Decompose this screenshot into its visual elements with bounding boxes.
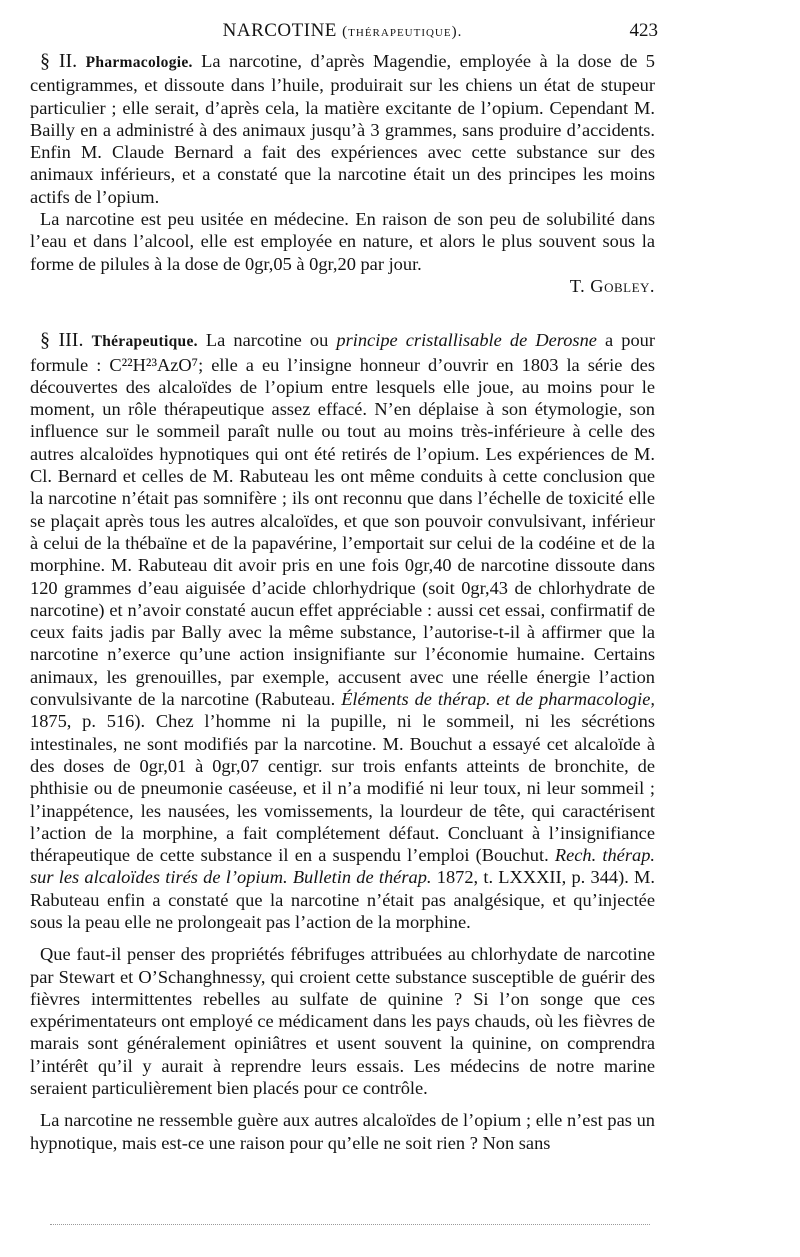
section-3-text-1: ; elle a eu l’insigne honneur d’ouvrir en 1803 la série des découvertes des alcaloïdes de l’opium entre lesquels elle joue, au moins pour le moment, un rôle thérapeutique assez effacé. N’en déplaise à son étymologie, son influence sur le sommeil paraît nulle ou tout au moins très-inférieure à celle des autres alcaloïdes hypnotiques qui ont été retirés de l’opium. Les expériences de M. Cl. Bernard et celles de M. Rabuteau les ont même conduits à cette conclusion que la narcotine n’était pas somnifère ; ils ont reconnu que dans l’échelle de toxicité elle se plaçait après tous les autres alcaloïdes, et que son pouvoir convulsivant, inférieur à celui de la thébaïne et de la papavérine, l’emportait sur celui de la codéine et de la morphine. M. Rabuteau dit avoir pris en une fois 0gr,40 de narcotine dissoute dans 120 grammes d’eau aiguisée d’acide chlorhydrique (soit 0gr,43 de chlorhydrate de narcotine) et n’avoir constaté aucun effet appréciable : aussi cet essai, confirmatif de ceux faits jadis par Bally avec la même substance, l’autorise-t-il à affirmer que la narcotine n’exerce qu’une action insignifiante sur l’économie humaine. Certains animaux, les grenouilles, par exemple, accusent avec une réelle énergie l’action convulsivante de la narcotine (Rabuteau. [30,354,655,710]
signature-line [30,275,655,297]
section-3-text-2: Que faut-il penser des propriétés fébrifuges attribuées au chlorhydate de narcotine par Stewart et O’Schanghnessy, qui croient cette substance susceptible de guérir des fièvres intermittentes rebelles au sulfate de quinine ? Si l’on songe que ces expérimentateurs ont employé ce médicament dans les pays chauds, où les fièvres de marais sont généralement opiniâtres et usent souvent la quinine, on comprendra l’intérêt qu’il y aurait à reprendre leurs essais. Les médecins de notre marine seraient particulièrement bien placés pour ce contrôle. [30,944,655,1099]
page-number: 423 [629,20,658,41]
running-title [30,20,655,42]
section-2-text-2: La narcotine est peu usitée en médecine. En raison de son peu de solubilité dans l’eau et dans l’alcool, elle est employée en nature, et alors le plus souvent sous la forme de pilules à la dose de 0gr,05 à 0gr,20 par jour. [30,209,655,274]
section-3-mark: § III. [40,329,84,352]
section-3-paragraph-2 [30,943,655,1099]
section-3-text-1b: 1875, p. 516). Chez l’homme ni la pupille, ni le sommeil, ni les sécrétions intestinales, ne sont modifiés par la narcotine. M. Bouchut a essayé cet alcaloïde à des doses de 0gr,01 à 0gr,07 centigr. sur trois enfants atteints de bronchite, de phthisie ou de pneumonie caséeuse, et il n’a modifié ni leur toux, ni leur sommeil ; l’inappétence, les nausées, les vomissements, la lourdeur de tête, qui caractérisent l’action de la morphine, a fait complétement défaut. Concluant à l’insignifiance thérapeutique de cette substance il en a suspendu l’emploi (Bouchut. [30,711,655,866]
page-header [30,20,658,50]
reference-rabuteau: Éléments de thérap. et de pharmacologie, [341,689,655,710]
book-page [30,20,658,1154]
section-2-paragraph-1 [30,50,655,208]
section-3-intro-2: a pour formule : [30,330,656,375]
section-2-title: Pharmacologie. [85,54,193,71]
body-text [30,50,655,1154]
section-3-paragraph-3 [30,1109,655,1154]
reference-bouchut: Rech. thérap. sur les alcaloïdes tirés de l’opium. Bulletin de thérap. [30,845,655,888]
footer-dotted-rule [50,1224,650,1225]
section-3-title: Thérapeutique. [91,333,198,351]
running-title-sub: (thérapeutique). [342,24,463,40]
author-signature: T. Gobley. [569,275,655,296]
section-2-text-1: La narcotine, d’après Magendie, employée à la dose de 5 centigrammes, et dissoute dans l’huile, produirait sur les chiens un état de stupeur particulier ; elle serait, d’après cela, la matière excitante de l’opium. Cependant M. Bailly en a administré à des animaux jusqu’à 3 grammes, sans produire d’accidents. Enfin M. Claude Bernard a fait des expériences avec cette substance sur des animaux inférieurs, et a constaté que la narcotine était un des principes les moins actifs de l’opium. [30,51,655,207]
section-2-paragraph-2 [30,208,655,275]
section-3-text-3: La narcotine ne ressemble guère aux autres alcaloïdes de l’opium ; elle n’est pas un hypnotique, mais est-ce une raison pour qu’elle ne soit rien ? Non sans [30,1110,655,1153]
section-3-paragraph-1 [30,329,655,933]
section-2-mark: § II. [40,50,78,72]
running-title-main: NARCOTINE [222,20,337,41]
section-3-intro-1: La narcotine ou [205,330,329,351]
section-3-intro-italic: principe cristallisable de Derosne [336,330,597,351]
section-3-text-1c: 1872, t. LXXXII, p. 344). M. Rabuteau enfin a constaté que la narcotine n’était pas analgésique, et qu’injectée sous la peau elle ne prolongeait pas l’action de la morphine. [30,867,655,932]
chemical-formula: C²²H²³AzO⁷ [109,354,199,375]
